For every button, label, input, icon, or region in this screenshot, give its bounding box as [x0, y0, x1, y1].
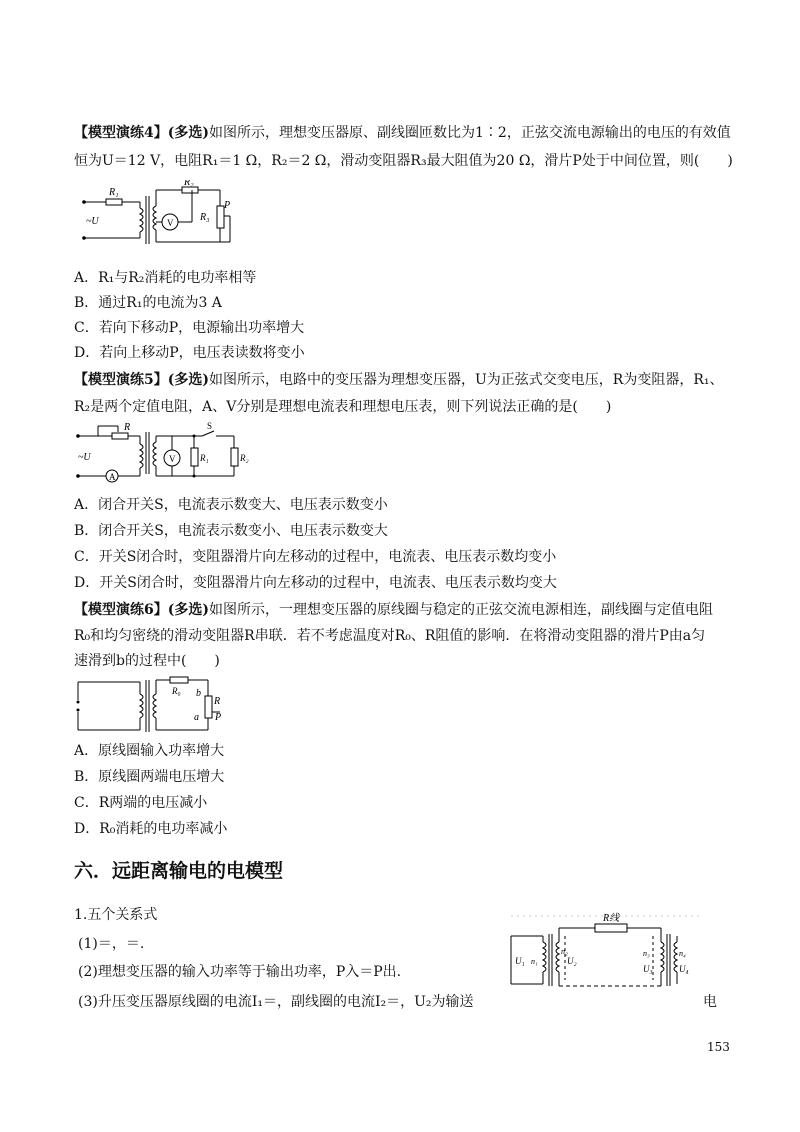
- u1-label: U₁: [515, 956, 525, 966]
- section-item1: 1.五个关系式: [74, 907, 158, 923]
- q5-line2: R₂是两个定值电阻，A、V分别是理想电流表和理想电压表，则下列说法正确的是( ): [74, 399, 612, 415]
- q5-circuit-figure: [74, 420, 254, 490]
- q5-tag: 【模型演练5】: [74, 372, 168, 388]
- page-number: 153: [707, 1040, 730, 1054]
- q6-text1: 如图所示，一理想变压器的原线圈与稳定的正弦交流电源相连，副线圈与定值电阻: [209, 602, 713, 618]
- section-item4-end: 电: [703, 994, 717, 1010]
- q4-r1-label: R₁: [109, 187, 119, 198]
- section-heading: 六．远距离输电的电模型: [74, 860, 284, 882]
- q6-line3: 速滑到b的过程中( ): [74, 653, 220, 669]
- q5-switch-label: S: [207, 421, 213, 431]
- q4-option-b: B．通过R₁的电流为3 A: [74, 295, 222, 311]
- n3-label: n₃: [643, 949, 650, 958]
- q4-tag: 【模型演练4】: [74, 125, 168, 141]
- section-item2: (1)＝，＝.: [78, 936, 145, 952]
- transmission-figure: [503, 912, 703, 1000]
- q5-r2-label: R₂: [240, 453, 249, 463]
- q5-voltmeter-label: V: [169, 454, 176, 464]
- rline-label: R线: [603, 913, 620, 924]
- q4-voltmeter-label: V: [167, 218, 174, 228]
- q4-u-label: ~U: [86, 216, 99, 227]
- q6-tag: 【模型演练6】: [74, 602, 168, 618]
- section-item4: (3)升压变压器原线圈的电流I₁＝，副线圈的电流I₂＝，U₂为输送: [78, 994, 474, 1010]
- q4-multi: (多选): [167, 125, 209, 141]
- q6-option-c: C．R两端的电压减小: [74, 795, 208, 811]
- q6-option-a: A．原线圈输入功率增大: [74, 743, 225, 759]
- q6-line1: [74, 600, 713, 620]
- q5-multi: (多选): [167, 372, 209, 388]
- q6-option-d: D．R₀消耗的电功率减小: [74, 821, 228, 837]
- q6-b-label: b: [196, 688, 201, 699]
- q4-r2-label: R₂: [184, 180, 194, 188]
- n4-label: n₄: [679, 949, 686, 958]
- u3-label: U₃: [643, 964, 653, 974]
- q5-option-d: D．开关S闭合时，变阻器滑片向左移动的过程中，电流表、电压表示数均变大: [74, 575, 557, 591]
- q6-a-label: a: [194, 712, 199, 723]
- q5-line1: [74, 370, 724, 390]
- u4-label: U₄: [679, 964, 689, 974]
- q5-option-a: A．闭合开关S，电流表示数变大、电压表示数变小: [74, 497, 388, 513]
- q5-u-label: ~U: [78, 452, 91, 463]
- q4-p-label: P: [224, 200, 231, 211]
- q6-p-label: P: [215, 712, 222, 723]
- q6-line2: R₀和均匀密绕的滑动变阻器R串联．若不考虑温度对R₀、R阻值的影响．在将滑动变阻器的滑片P由a匀: [74, 628, 706, 644]
- q5-ammeter-label: A: [109, 472, 116, 482]
- q5-r-label: R: [124, 422, 131, 433]
- q4-circuit-figure: [74, 180, 244, 254]
- section-item3: (2)理想变压器的输入功率等于输出功率，P入＝P出.: [78, 964, 402, 980]
- q6-circuit-figure: [74, 672, 234, 740]
- u2-label: U₂: [567, 956, 577, 966]
- q4-line1: [74, 123, 731, 143]
- q5-r1-label: R₁: [200, 453, 209, 463]
- q6-option-b: B．原线圈两端电压增大: [74, 769, 225, 785]
- q5-option-b: B．闭合开关S，电流表示数变小、电压表示数变大: [74, 523, 388, 539]
- q5-option-c: C．开关S闭合时，变阻器滑片向左移动的过程中，电流表、电压表示数均变小: [74, 549, 557, 565]
- q4-option-a: A．R₁与R₂消耗的电功率相等: [74, 270, 257, 286]
- q6-multi: (多选): [167, 602, 209, 618]
- q4-option-c: C．若向下移动P，电源输出功率增大: [74, 320, 305, 336]
- q5-text1: 如图所示，电路中的变压器为理想变压器，U为正弦式交变电压，R为变阻器，R₁、: [209, 372, 724, 388]
- q4-r3-label: R₃: [200, 212, 210, 223]
- q6-r-label: R: [214, 696, 221, 707]
- q4-option-d: D．若向上移动P，电压表读数将变小: [74, 345, 305, 361]
- n1-label: n₁: [531, 957, 538, 966]
- q6-r0-label: R₀: [172, 686, 181, 696]
- n2-label: n₂: [561, 947, 568, 956]
- q4-text1: 如图所示，理想变压器原、副线圈匝数比为1∶2，正弦交流电源输出的电压的有效值: [209, 125, 731, 141]
- q4-line2: 恒为U＝12 V，电阻R₁＝1 Ω，R₂＝2 Ω，滑动变阻器R₃最大阻值为20 Ω，滑片P处于中间位置，则( ): [74, 153, 733, 169]
